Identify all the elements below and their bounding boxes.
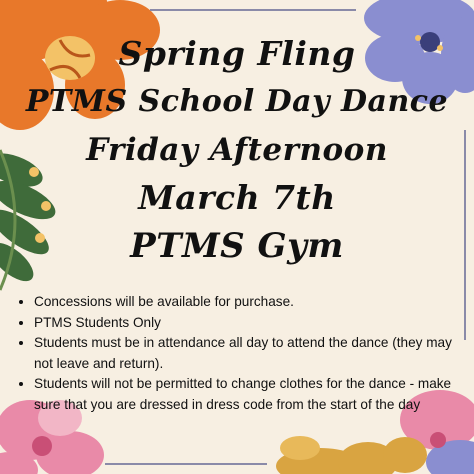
- event-day: Friday Afternoon: [86, 132, 388, 168]
- event-location: PTMS Gym: [130, 226, 344, 266]
- list-item: • Students will not be permitted to change clothes for the dance - make sure that you are dressed in dress code from the start of the day: [34, 374, 474, 415]
- bottom-rule: [105, 463, 267, 465]
- list-item: • PTMS Students Only: [34, 313, 474, 334]
- list-item: • Students must be in attendance all day to attend the dance (they may not leave and return).: [34, 333, 474, 374]
- event-name: Spring Fling: [118, 34, 356, 73]
- event-subtitle: PTMS School Day Dance: [25, 84, 449, 119]
- notes-list: [14, 292, 474, 415]
- top-rule: [150, 9, 356, 11]
- event-title: [0, 30, 474, 270]
- list-item: • Concessions will be available for purchase.: [34, 292, 474, 313]
- event-date: March 7th: [138, 178, 336, 217]
